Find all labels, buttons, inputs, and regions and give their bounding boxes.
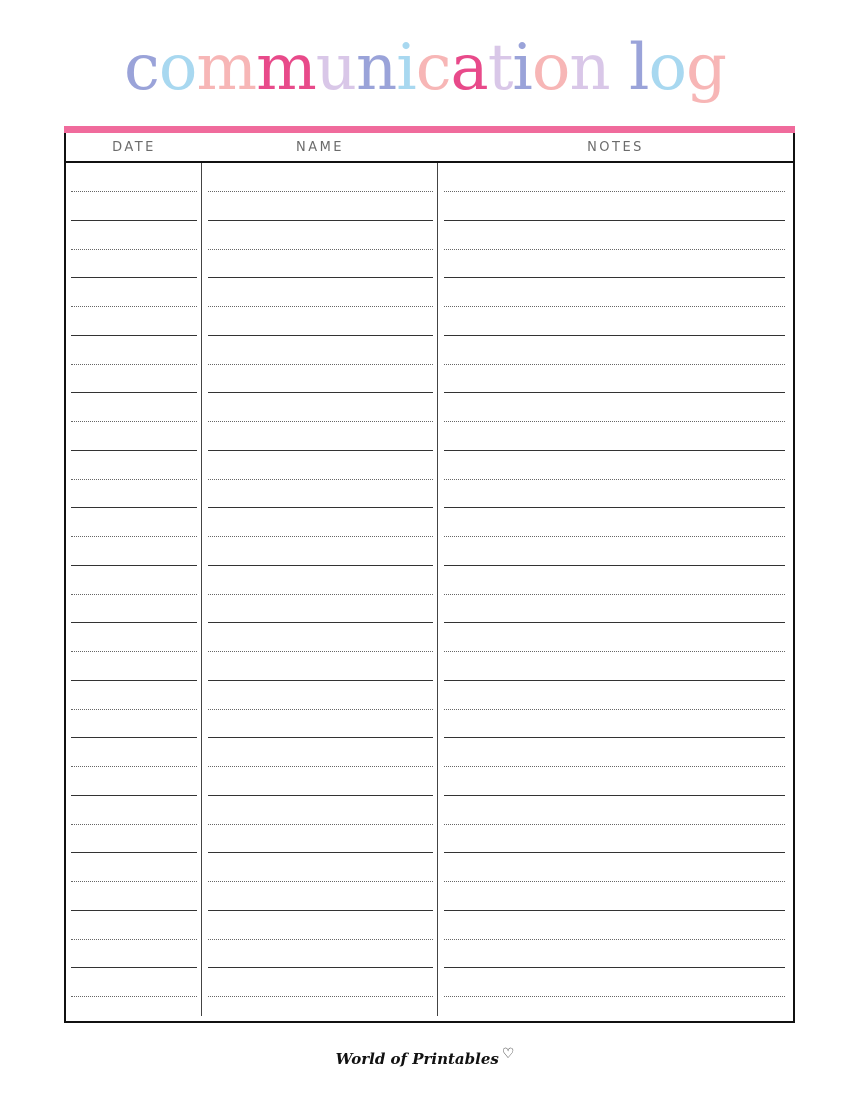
dotted-writing-line <box>444 996 785 997</box>
solid-writing-line <box>71 392 197 393</box>
heart-icon: ♡ <box>501 1046 515 1062</box>
solid-writing-line <box>444 852 785 853</box>
solid-writing-line <box>444 507 785 508</box>
dotted-writing-line <box>208 766 433 767</box>
solid-writing-line <box>444 622 785 623</box>
title-letter: g <box>685 31 726 105</box>
communication-log-table <box>64 126 795 1023</box>
solid-writing-line <box>71 795 197 796</box>
solid-writing-line <box>208 335 433 336</box>
solid-writing-line <box>444 680 785 681</box>
solid-writing-line <box>444 220 785 221</box>
solid-writing-line <box>208 220 433 221</box>
title-letter: i <box>396 31 416 105</box>
dotted-writing-line <box>71 421 197 422</box>
dotted-writing-line <box>444 421 785 422</box>
dotted-writing-line <box>208 306 433 307</box>
dotted-writing-line <box>208 939 433 940</box>
dotted-writing-line <box>71 249 197 250</box>
dotted-writing-line <box>208 191 433 192</box>
solid-writing-line <box>71 967 197 968</box>
dotted-writing-line <box>444 594 785 595</box>
dotted-writing-line <box>444 536 785 537</box>
title-letter: u <box>315 31 357 105</box>
dotted-writing-line <box>444 306 785 307</box>
footer-brand-text: World of Printables <box>335 1050 499 1068</box>
dotted-writing-line <box>444 249 785 250</box>
dotted-writing-line <box>71 824 197 825</box>
dotted-writing-line <box>444 709 785 710</box>
solid-writing-line <box>71 680 197 681</box>
dotted-writing-line <box>208 364 433 365</box>
dotted-writing-line <box>71 594 197 595</box>
dotted-writing-line <box>444 766 785 767</box>
solid-writing-line <box>444 277 785 278</box>
solid-writing-line <box>71 220 197 221</box>
solid-writing-line <box>444 967 785 968</box>
solid-writing-line <box>444 795 785 796</box>
solid-writing-line <box>71 910 197 911</box>
writing-lines <box>66 126 793 1021</box>
dotted-writing-line <box>71 881 197 882</box>
solid-writing-line <box>71 737 197 738</box>
solid-writing-line <box>208 795 433 796</box>
title-letter: o <box>648 31 686 105</box>
dotted-writing-line <box>71 536 197 537</box>
dotted-writing-line <box>444 364 785 365</box>
footer-brand <box>0 1046 850 1068</box>
title-letter: i <box>512 31 532 105</box>
dotted-writing-line <box>71 306 197 307</box>
solid-writing-line <box>208 622 433 623</box>
title-letter: o <box>158 31 197 105</box>
dotted-writing-line <box>444 479 785 480</box>
title-letter: o <box>531 31 570 105</box>
solid-writing-line <box>444 737 785 738</box>
solid-writing-line <box>208 450 433 451</box>
dotted-writing-line <box>208 594 433 595</box>
dotted-writing-line <box>208 651 433 652</box>
title-letter <box>610 18 629 118</box>
solid-writing-line <box>71 277 197 278</box>
dotted-writing-line <box>444 191 785 192</box>
column-header-name: NAME <box>295 140 345 155</box>
dotted-writing-line <box>444 824 785 825</box>
title-letter: m <box>196 31 257 105</box>
dotted-writing-line <box>208 249 433 250</box>
dotted-writing-line <box>208 996 433 997</box>
dotted-writing-line <box>71 479 197 480</box>
solid-writing-line <box>71 507 197 508</box>
dotted-writing-line <box>71 191 197 192</box>
solid-writing-line <box>71 565 197 566</box>
solid-writing-line <box>208 277 433 278</box>
dotted-writing-line <box>208 709 433 710</box>
dotted-writing-line <box>208 421 433 422</box>
dotted-writing-line <box>208 536 433 537</box>
title-letter: n <box>569 31 610 105</box>
dotted-writing-line <box>444 939 785 940</box>
dotted-writing-line <box>208 479 433 480</box>
title-letter: a <box>450 31 488 105</box>
solid-writing-line <box>208 680 433 681</box>
solid-writing-line <box>71 852 197 853</box>
dotted-writing-line <box>71 996 197 997</box>
solid-writing-line <box>71 335 197 336</box>
dotted-writing-line <box>71 939 197 940</box>
solid-writing-line <box>208 392 433 393</box>
column-header-date: DATE <box>112 140 156 155</box>
solid-writing-line <box>208 852 433 853</box>
dotted-writing-line <box>71 766 197 767</box>
title-letter: n <box>356 31 397 105</box>
dotted-writing-line <box>444 881 785 882</box>
column-header-notes: NOTES <box>587 140 644 155</box>
title-letter: c <box>415 31 451 105</box>
solid-writing-line <box>208 507 433 508</box>
title-letter: m <box>256 31 316 105</box>
title-letter: l <box>628 31 649 105</box>
title-letter: t <box>487 31 513 105</box>
title-letter: c <box>124 31 159 105</box>
solid-writing-line <box>444 450 785 451</box>
dotted-writing-line <box>71 651 197 652</box>
solid-writing-line <box>444 335 785 336</box>
dotted-writing-line <box>208 881 433 882</box>
dotted-writing-line <box>71 364 197 365</box>
solid-writing-line <box>444 392 785 393</box>
solid-writing-line <box>208 737 433 738</box>
solid-writing-line <box>208 910 433 911</box>
solid-writing-line <box>208 565 433 566</box>
solid-writing-line <box>71 622 197 623</box>
solid-writing-line <box>208 967 433 968</box>
solid-writing-line <box>444 910 785 911</box>
solid-writing-line <box>71 450 197 451</box>
page-title <box>0 18 850 118</box>
solid-writing-line <box>444 565 785 566</box>
dotted-writing-line <box>71 709 197 710</box>
dotted-writing-line <box>208 824 433 825</box>
dotted-writing-line <box>444 651 785 652</box>
